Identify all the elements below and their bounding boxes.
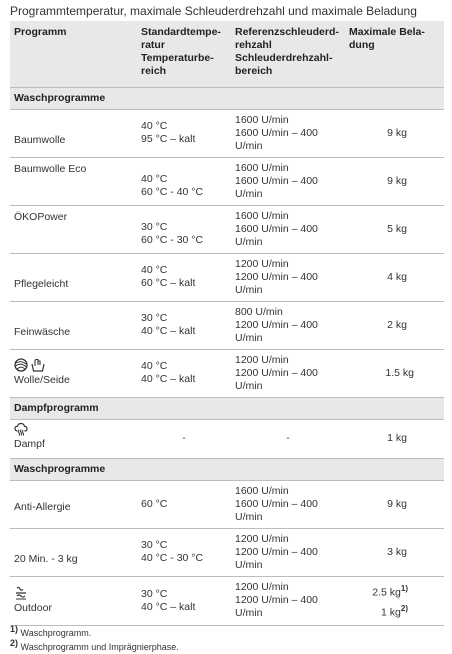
program-icons (14, 358, 133, 372)
header-load-line: Maximale Bela- (349, 26, 425, 38)
table-row (10, 301, 444, 349)
program-icons (14, 586, 133, 600)
header-spin-line: Schleuderdrehzahl- (235, 52, 333, 64)
table-row (10, 205, 444, 253)
footnotes (10, 626, 179, 654)
section-title: Waschprogramme (14, 462, 106, 475)
footnote (10, 626, 179, 640)
wool-icon (14, 358, 28, 372)
spin-line: 1200 U/min (235, 353, 289, 366)
footnote-mark: 2) (10, 638, 19, 648)
spin-line: U/min (235, 283, 263, 296)
load-cell: 9 kg (387, 126, 407, 139)
temp-line: 40 °C (141, 120, 168, 132)
spin-line: 1200 U/min – 400 (235, 366, 318, 379)
spin-cell (231, 349, 345, 397)
spin-line: U/min (235, 607, 263, 619)
load-line (349, 581, 408, 601)
program-icons (14, 422, 133, 436)
load-cell: 9 kg (387, 174, 407, 187)
temp-line: 30 °C (141, 539, 168, 551)
program-name-cell (10, 349, 137, 397)
table-row (10, 157, 444, 205)
program-name: 20 Min. - 3 kg (14, 552, 78, 565)
temp-line: 30 °C (141, 221, 168, 233)
temp-line: 60 °C – kalt (141, 277, 196, 289)
program-table (10, 21, 444, 626)
footnote (10, 640, 179, 654)
temperature-cell: - (182, 432, 186, 444)
table-row (10, 349, 444, 397)
spin-line: 1200 U/min – 400 (235, 270, 318, 283)
program-name-cell (10, 419, 137, 458)
section-title: Waschprogramme (14, 91, 106, 104)
spin-line: U/min (235, 331, 263, 344)
spin-cell (231, 253, 345, 301)
table-row (10, 253, 444, 301)
temperature-cell (137, 480, 231, 528)
section-row (10, 87, 444, 109)
header-spin-line: rehzahl (235, 39, 272, 51)
load-cell (345, 576, 444, 625)
temp-line: 30 °C (141, 312, 168, 324)
footnote-text: Waschprogramm und Imprägnierphase. (20, 642, 179, 652)
header-temp-line: reich (141, 65, 167, 77)
temp-line: 60 °C (141, 497, 168, 510)
spin-line: 1200 U/min (235, 532, 289, 545)
spin-cell (231, 480, 345, 528)
spin-cell: - (286, 432, 290, 444)
spin-line: 1200 U/min – 400 (235, 318, 318, 331)
spin-line: U/min (235, 558, 263, 571)
temperature-cell (137, 157, 231, 205)
spin-line: 1600 U/min (235, 113, 289, 126)
load-cell: 9 kg (387, 497, 407, 510)
program-name: Baumwolle Eco (14, 162, 87, 175)
load-cell: 1 kg (387, 432, 407, 444)
temperature-cell (137, 253, 231, 301)
load-line (349, 601, 408, 621)
spin-line: 1600 U/min (235, 484, 289, 497)
load-value: 1 kg (381, 606, 401, 618)
temperature-cell (137, 301, 231, 349)
spin-cell (231, 301, 345, 349)
spin-cell (231, 528, 345, 576)
load-cell: 4 kg (387, 270, 407, 283)
table-caption: Programmtemperatur, maximale Schleuderdrehzahl und maximale Beladung (10, 4, 417, 18)
temperature-cell (137, 528, 231, 576)
temp-line: 40 °C – kalt (141, 600, 196, 613)
load-cell: 1.5 kg (385, 366, 414, 379)
spin-line: 800 U/min (235, 305, 283, 318)
footnote-ref: 1) (400, 584, 408, 593)
temp-line: 40 °C – kalt (141, 373, 196, 385)
section-title: Dampfprogramm (14, 401, 99, 414)
spin-cell (231, 576, 345, 625)
temperature-cell (137, 349, 231, 397)
section-row (10, 458, 444, 480)
temp-line: 95 °C – kalt (141, 133, 196, 145)
temp-line: 60 °C - 30 °C (141, 234, 204, 246)
spin-line: 1600 U/min – 400 (235, 126, 318, 139)
load-value: 2.5 kg (372, 586, 401, 599)
load-cell: 5 kg (387, 222, 407, 235)
table-row (10, 528, 444, 576)
footnote-text: Waschprogramm. (20, 628, 92, 638)
spin-line: U/min (235, 235, 263, 248)
table-row (10, 480, 444, 528)
header-program: Programm (14, 26, 67, 38)
outdoor-icon (14, 586, 28, 600)
header-spin (231, 21, 345, 87)
temperature-cell (137, 205, 231, 253)
header-temp-line: Standardtempe- (141, 26, 221, 38)
program-name: Outdoor (14, 601, 52, 614)
header-load (345, 21, 444, 87)
program-name: Anti-Allergie (14, 500, 71, 513)
spin-cell (231, 157, 345, 205)
program-name-cell (10, 576, 137, 625)
spin-line: 1600 U/min (235, 209, 289, 222)
program-name: ÖKOPower (14, 210, 68, 223)
spin-line: U/min (235, 187, 263, 200)
temp-line: 40 °C (141, 360, 168, 372)
temperature-cell (137, 576, 231, 625)
spin-line: U/min (235, 379, 263, 392)
program-name: Pflegeleicht (14, 277, 69, 290)
program-name: Baumwolle (14, 133, 66, 146)
spin-line: 1200 U/min (235, 581, 289, 593)
spin-line: 1200 U/min (235, 257, 289, 270)
program-name: Feinwäsche (14, 325, 71, 338)
section-row (10, 397, 444, 419)
load-cell: 3 kg (387, 545, 407, 558)
program-name: Wolle/Seide (14, 373, 70, 386)
load-cell: 2 kg (387, 318, 407, 331)
header-spin-line: bereich (235, 65, 273, 77)
temp-line: 40 °C (141, 173, 168, 185)
temp-line: 40 °C – kalt (141, 325, 196, 337)
header-temp-line: ratur (141, 39, 165, 51)
temp-line: 60 °C - 40 °C (141, 186, 204, 198)
spin-cell (231, 205, 345, 253)
spin-line: 1200 U/min – 400 (235, 545, 318, 558)
footnote-mark: 1) (10, 624, 19, 634)
steam-icon (14, 422, 28, 436)
table-row (10, 576, 444, 625)
temp-line: 30 °C (141, 587, 168, 600)
header-temperature (137, 21, 231, 87)
spin-line: 1600 U/min – 400 (235, 222, 318, 235)
spin-cell (231, 109, 345, 157)
spin-line: 1200 U/min – 400 (235, 594, 318, 606)
header-spin-line: Referenzschleuderd- (235, 26, 339, 38)
temperature-cell (137, 109, 231, 157)
table-row (10, 109, 444, 157)
spin-line: 1600 U/min – 400 (235, 497, 318, 510)
temp-line: 40 °C - 30 °C (141, 552, 204, 564)
footnote-ref: 2) (400, 603, 408, 613)
spin-line: U/min (235, 139, 263, 152)
table-header-row (10, 21, 444, 87)
spin-line: 1600 U/min (235, 161, 289, 174)
header-temp-line: Temperaturbe- (141, 52, 214, 64)
temp-line: 40 °C (141, 264, 168, 276)
header-load-line: dung (349, 39, 375, 51)
spin-line: U/min (235, 510, 263, 523)
program-name: Dampf (14, 437, 45, 450)
table-row (10, 419, 444, 458)
handwash-icon (31, 358, 45, 372)
spin-line: 1600 U/min – 400 (235, 174, 318, 187)
